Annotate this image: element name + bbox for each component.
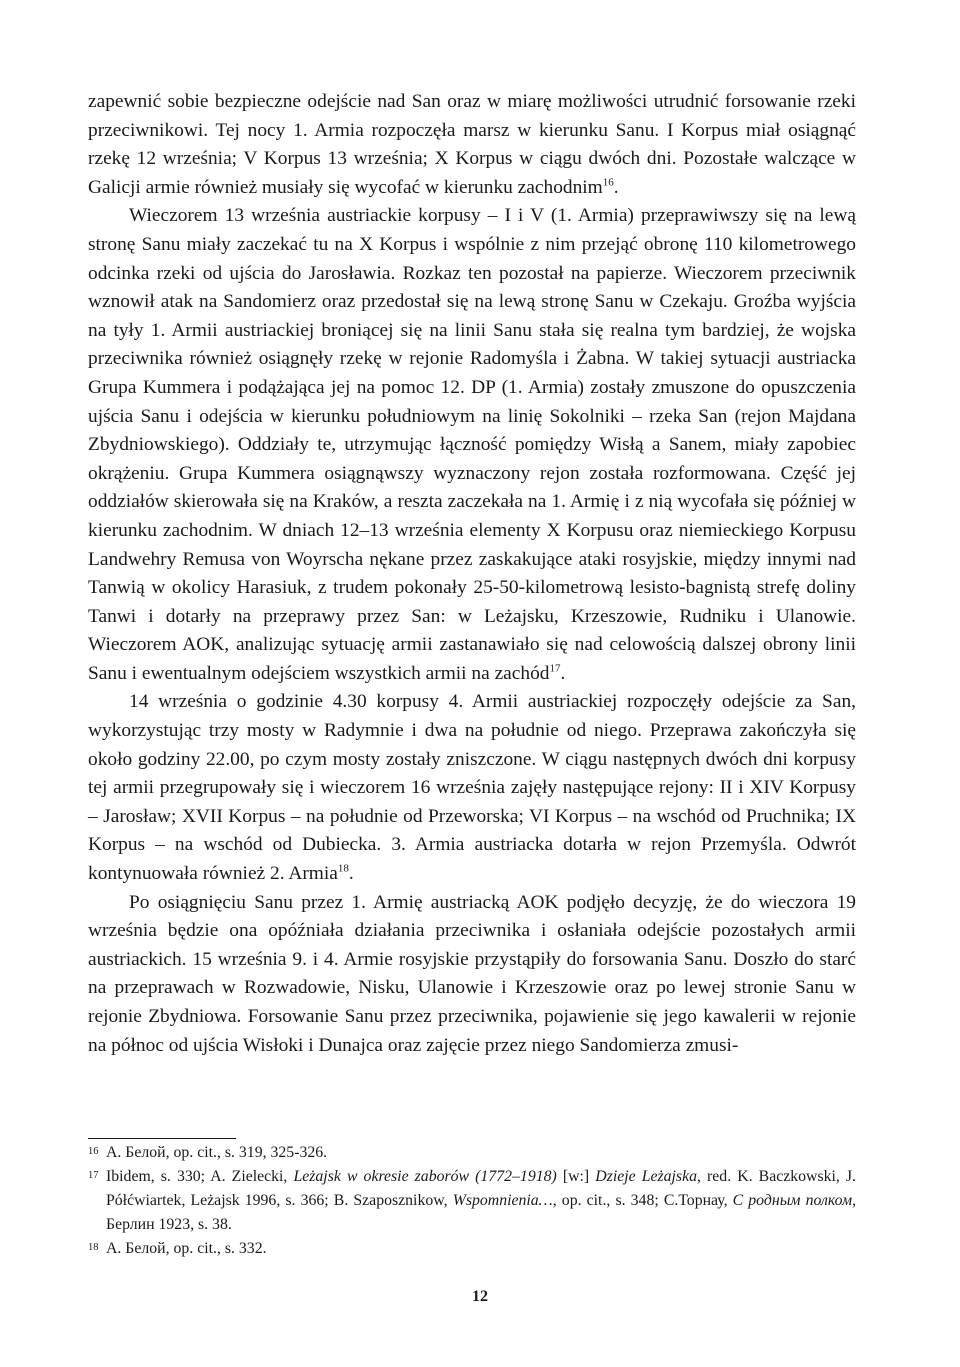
footnote-ref-18[interactable]: 18 [337,862,349,875]
paragraph-text: zapewnić sobie bezpieczne odejście nad San oraz w miarę możliwości utrudnić forsowanie rzeki przeciwnikowi. Tej nocy 1. Armia rozpoczęła marsz w kierunku Sanu. I Korpus miał osiągnąć rzekę 12 września; V Korpus 13 września; X Korpus w ciągu dwóch dni. Pozostałe walczące w Galicji armie również musiały się wycofać w kierunku zachodnim [88,91,856,198]
footnote-16 [88,1141,856,1165]
paragraph-end: . [560,662,566,684]
body-text [88,88,856,1060]
paragraph-end: . [613,176,619,198]
paragraph-1 [88,88,856,202]
footnote-title: С родным полком [732,1192,853,1209]
footnote-title: Leżajsk w okresie zaborów (1772–1918) [293,1168,557,1185]
footnote-18 [88,1237,856,1261]
paragraph-end: . [348,863,354,885]
footnote-number: 18 [88,1242,99,1253]
paragraph-4 [88,889,856,1061]
footnote-17 [88,1165,856,1237]
footnotes [88,1141,856,1261]
paragraph-text: Wieczorem 13 września austriackie korpusy – I i V (1. Armia) przeprawiwszy się na lewą stronę Sanu miały zaczekać tu na X Korpus i wspólnie z nim przejąć obronę 110 kilometrowego odcinka rzeki od ujścia do Jarosławia. Rozkaz ten pozostał na papierze. Wieczorem przeciwnik wznowił atak na Sandomierz oraz przedostał się na lewą stronę Sanu w Czekaju. Groźba wyjścia na tyły 1. Armii austriackiej broniącej się na linii Sanu stała się realna tym bardziej, że wojska przeciwnika również osiągnęły rzekę w rejonie Radomyśla i Żabna. W takiej sytuacji austriacka Grupa Kummera i podążająca jej na pomoc 12. DP (1. Armia) zostały zmuszone do opuszczenia ujścia Sanu i odejścia w kierunku południowym na linię Sokolniki – rzeka San (rejon Majdana Zbydniowskiego). Oddziały te, utrzymując łączność pomiędzy Wisłą a Sanem, miały zapobiec okrążeniu. Grupa Kummera osiągnąwszy wyznaczony rejon została rozformowana. Część jej oddziałów skierowała się na Kraków, a reszta zaczekała na 1. Armię i z nią wycofała się później w kierunku zachodnim. W dniach 12–13 września elementy X Korpusu oraz niemieckiego Korpusu Landwehry Remusa von Woyrscha nękane przez zaskakujące ataki rosyjskie, między innymi nad Tanwią w okolicy Harasiuk, z trudem pokonały 25-50-kilometrową lesisto-bagnistą strefę doliny Tanwi i dotarły na przeprawy przez San: w Leżajsku, Krzeszowie, Rudniku i Ulanowie. Wieczorem AOK, analizując sytuację armii zastanawiało się nad celowością dalszej obrony linii Sanu i ewentualnym odejściem wszystkich armii na zachód [88,205,856,684]
paragraph-text: 14 września o godzinie 4.30 korpusy 4. Armii austriackiej rozpoczęły odejście za San, wykorzystując trzy mosty w Radymnie i dwa na południe od niego. Przeprawa zakończyła się około godziny 22.00, po czym mosty zostały zniszczone. W ciągu następnych dwóch dni korpusy tej armii przegrupowały się i wieczorem 16 września zajęły następujące rejony: II i XIV Korpusy – Jarosław; XVII Korpus – na południe od Przeworska; VI Korpus – na wschód od Pruchnika; IX Korpus – na wschód od Dubiecka. 3. Armia austriacka dotarła w rejon Przemyśla. Odwrót kontynuowała również 2. Armia [88,691,856,885]
footnote-text: А. Белой, op. cit., s. 319, 325-326. [106,1144,328,1161]
footnote-number: 17 [88,1170,99,1181]
footnote-divider [88,1138,236,1139]
footnote-ref-17[interactable]: 17 [549,662,561,675]
footnote-text: , red. K. Baczkowski, J. Półćwiartek, Leżajsk 1996, s. 366; B. Szaposznikow, [106,1168,856,1209]
page-number: 12 [472,1288,488,1305]
paragraph-3 [88,688,856,888]
footnote-title: Dzieje Leżajska [595,1168,697,1185]
footnote-text: , op. cit., s. 348; С.Торнау, [552,1192,733,1209]
paragraph-2 [88,202,856,688]
footnote-title: Wspomnienia… [452,1192,553,1209]
footnote-number: 16 [88,1146,99,1157]
footnote-ref-16[interactable]: 16 [602,176,614,189]
paragraph-text: Po osiągnięciu Sanu przez 1. Armię austriacką AOK podjęło decyzję, że do wieczora 19 września będzie ona opóźniała działania przeciwnika i osłaniała odejście pozostałych armii austriackich. 15 września 9. i 4. Armie rosyjskie przystąpiły do forsowania Sanu. Doszło do starć na przeprawach w Rozwadowie, Nisku, Ulanowie i Krzeszowie oraz po lewej stronie Sanu w rejonie Zbydniowa. Forsowanie Sanu przez przeciwnika, pojawienie się jego kawalerii w rejonie na północ od ujścia Wisłoki i Dunajca oraz zajęcie przez niego Sandomierza zmusi- [88,891,856,1056]
footnote-text: , Берлин 1923, s. 38. [106,1192,857,1233]
footnote-text: Ibidem, s. 330; A. Zielecki, [106,1168,294,1185]
footnote-text: [w:] [556,1168,596,1185]
footnote-text: А. Белой, op. cit., s. 332. [106,1240,267,1257]
